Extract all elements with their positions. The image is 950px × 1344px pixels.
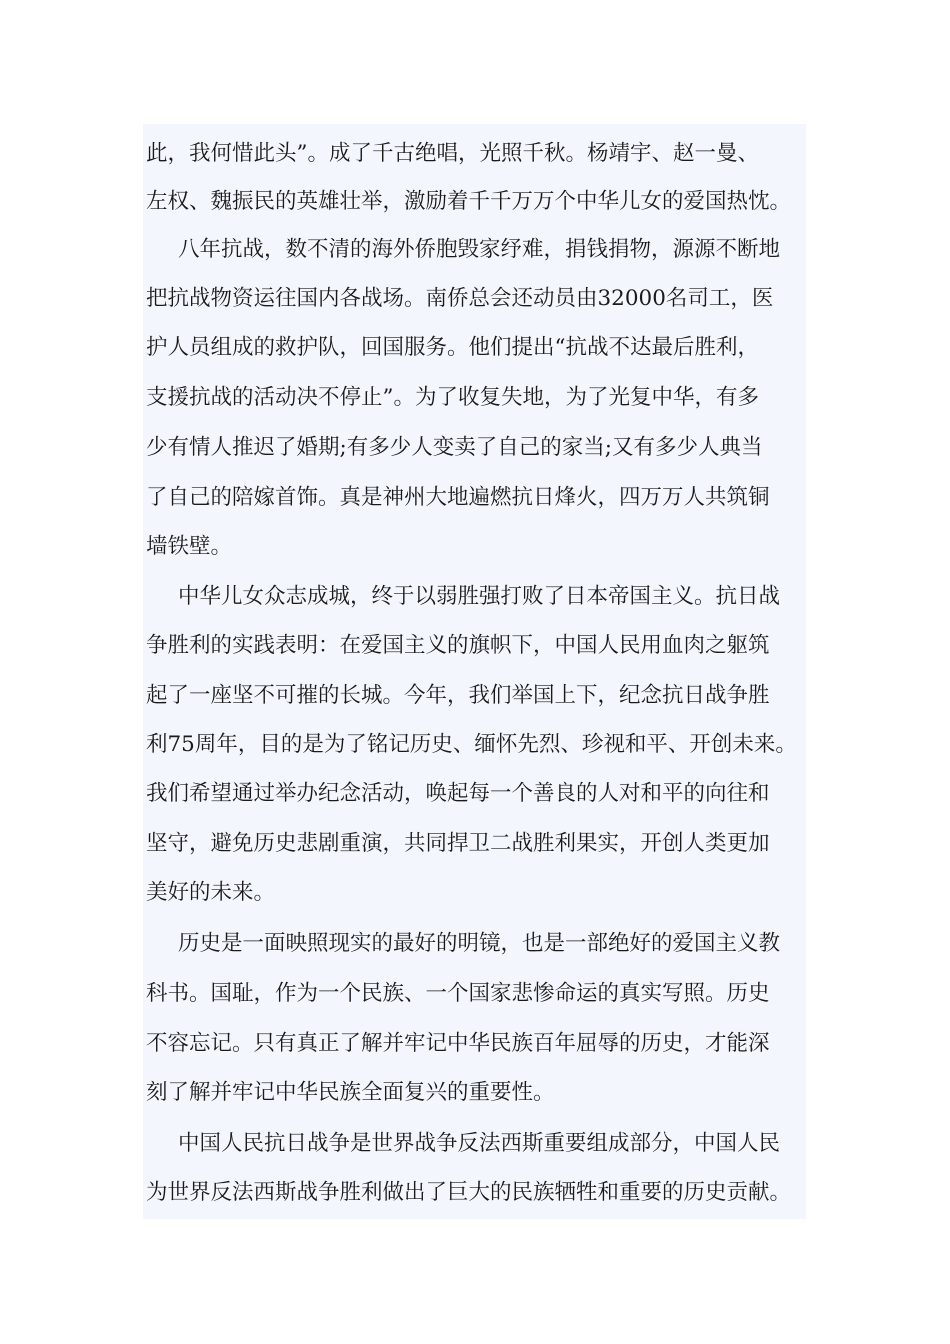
text-line: 少有情人推迟了婚期;有多少人变卖了自己的家当;又有多少人典当 bbox=[146, 435, 763, 460]
text-line: 墙铁壁。 bbox=[146, 534, 233, 559]
text-line: 坚守，避免历史悲剧重演，共同捍卫二战胜利果实，开创人类更加 bbox=[146, 831, 770, 856]
text-line: 起了一座坚不可摧的长城。今年，我们举国上下，纪念抗日战争胜 bbox=[146, 683, 770, 708]
text-line: 左权、魏振民的英雄壮举，激励着千千万万个中华儿女的爱国热忱。 bbox=[146, 189, 792, 214]
text-line: 我们希望通过举办纪念活动，唤起每一个善良的人对和平的向往和 bbox=[146, 781, 770, 806]
text-line: 美好的未来。 bbox=[146, 880, 276, 905]
text-line: 为世界反法西斯战争胜利做出了巨大的民族牺牲和重要的历史贡献。 bbox=[146, 1180, 792, 1205]
text-line: 争胜利的实践表明：在爱国主义的旗帜下，中国人民用血肉之躯筑 bbox=[146, 633, 770, 658]
text-line: 了自己的陪嫁首饰。真是神州大地遍燃抗日烽火，四万万人共筑铜 bbox=[146, 485, 770, 510]
text-line: 护人员组成的救护队，回国服务。他们提出“抗战不达最后胜利， bbox=[146, 335, 759, 360]
text-line: 利75周年，目的是为了铭记历史、缅怀先烈、珍视和平、开创未来。 bbox=[146, 732, 797, 757]
paragraph-start-line: 八年抗战，数不清的海外侨胞毁家纾难，捐钱捐物，源源不断地 bbox=[178, 237, 781, 262]
paragraph-start-line: 中国人民抗日战争是世界战争反法西斯重要组成部分，中国人民 bbox=[178, 1131, 781, 1156]
text-line: 把抗战物资运往国内各战场。南侨总会还动员由32000名司工，医 bbox=[146, 286, 774, 311]
paragraph-start-line: 历史是一面映照现实的最好的明镜，也是一部绝好的爱国主义教 bbox=[178, 931, 781, 956]
text-line: 刻了解并牢记中华民族全面复兴的重要性。 bbox=[146, 1080, 555, 1105]
text-line: 支援抗战的活动决不停止”。为了收复失地，为了光复中华，有多 bbox=[146, 385, 759, 410]
text-line: 科书。国耻，作为一个民族、一个国家悲惨命运的真实写照。历史 bbox=[146, 981, 770, 1006]
paragraph-start-line: 中华儿女众志成城，终于以弱胜强打败了日本帝国主义。抗日战 bbox=[178, 584, 781, 609]
text-line: 不容忘记。只有真正了解并牢记中华民族百年屈辱的历史，才能深 bbox=[146, 1031, 770, 1056]
text-line: 此，我何惜此头”。成了千古绝唱，光照千秋。杨靖宇、赵一曼、 bbox=[146, 141, 759, 166]
